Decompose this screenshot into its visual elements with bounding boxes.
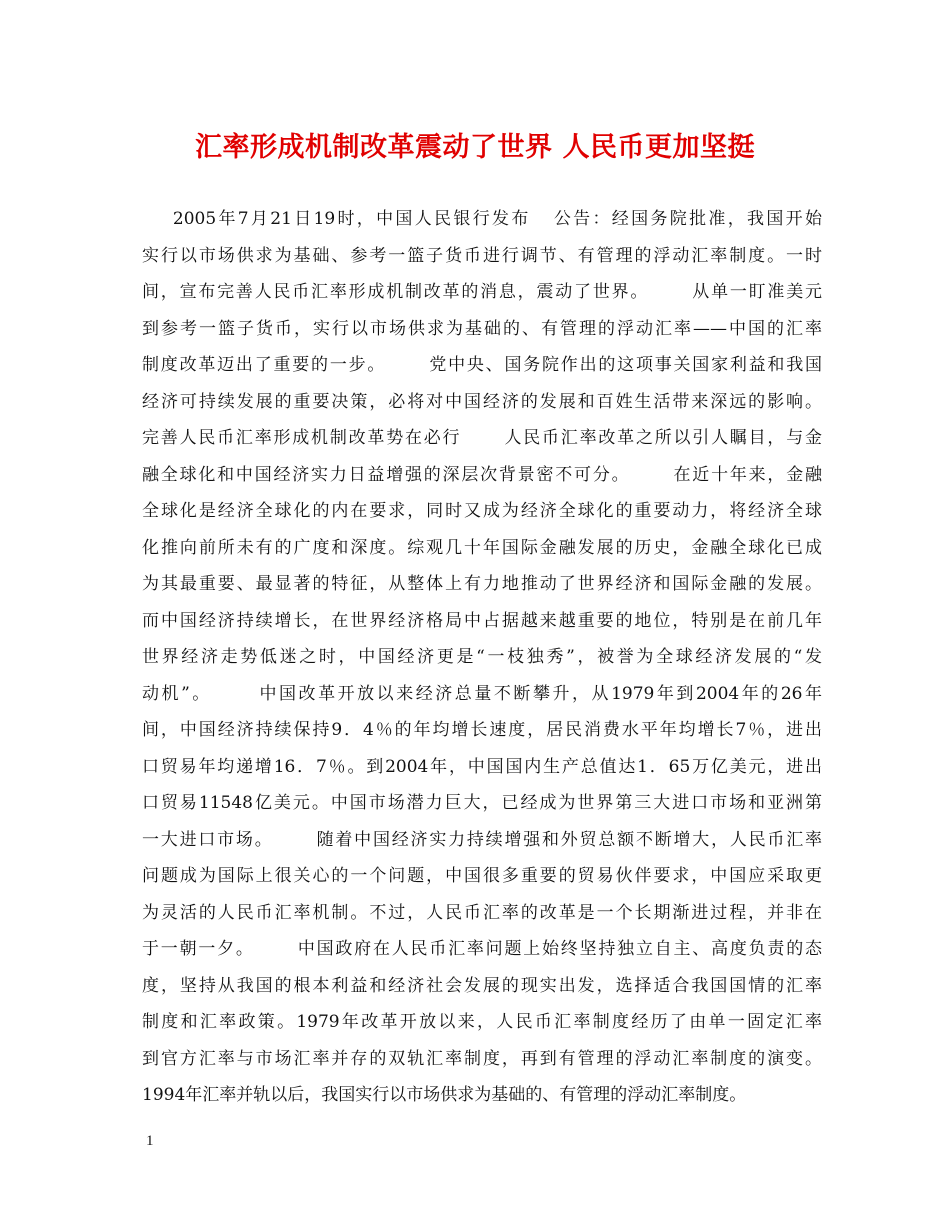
body-line: 全球化是经济全球化的内在要求，同时又成为经济全球化的重要动力，将经济全球 (142, 501, 822, 521)
body-line: 为灵活的人民币汇率机制。不过，人民币汇率的改革是一个长期渐进过程，并非在 (142, 902, 822, 923)
body-line: 口贸易11548亿美元。中国市场潜力巨大，已经成为世界第三大进口市场和亚洲第 (142, 793, 822, 813)
body-line: 口贸易年均递增16．7％。到2004年，中国国内生产总值达1．65万亿美元，进出 (142, 756, 822, 777)
body-line: 而中国经济持续增长，在世界经济格局中占据越来越重要的地位，特别是在前几年 (142, 610, 822, 631)
body-line: 完善人民币汇率形成机制改革势在必行 人民币汇率改革之所以引人瞩目，与金 (142, 428, 822, 448)
body-line: 实行以市场供求为基础、参考一篮子货币进行调节、有管理的浮动汇率制度。一时 (142, 245, 822, 266)
document-title: 汇率形成机制改革震动了世界 人民币更加坚挺 (195, 132, 755, 163)
body-line: 1994年汇率并轨以后，我国实行以市场供求为基础的、有管理的浮动汇率制度。 (142, 1085, 747, 1105)
body-line: 间，宣布完善人民币汇率形成机制改革的消息，震动了世界。 从单一盯准美元 (142, 282, 822, 302)
body-line: 到参考一篮子货币，实行以市场供求为基础的、有管理的浮动汇率——中国的汇率 (142, 318, 822, 339)
body-line: 制度和汇率政策。1979年改革开放以来，人民币汇率制度经历了由单一固定汇率 (142, 1012, 822, 1032)
body-line: 2005年7月21日19时，中国人民银行发布 公告：经国务院批准，我国开始 (142, 209, 822, 229)
body-line: 间，中国经济持续保持9．4％的年均增长速度，居民消费水平年均增长7％，进出 (142, 720, 822, 740)
body-line: 化推向前所未有的广度和深度。综观几十年国际金融发展的历史，金融全球化已成 (142, 537, 822, 558)
body-line: 融全球化和中国经济实力日益增强的深层次背景密不可分。 在近十年来，金融 (142, 464, 822, 485)
body-line: 到官方汇率与市场汇率并存的双轨汇率制度，再到有管理的浮动汇率制度的演变。 (142, 1048, 822, 1069)
body-line: 世界经济走势低迷之时，中国经济更是“一枝独秀”，被誉为全球经济发展的“发 (142, 647, 822, 667)
body-line: 问题成为国际上很关心的一个问题，中国很多重要的贸易伙伴要求，中国应采取更 (142, 866, 822, 886)
document-body (142, 201, 822, 1114)
body-line: 度，坚持从我国的根本利益和经济社会发展的现实出发，选择适合我国国情的汇率 (142, 975, 822, 996)
body-line: 一大进口市场。 随着中国经济实力持续增强和外贸总额不断增大，人民币汇率 (142, 829, 822, 850)
body-line: 于一朝一夕。 中国政府在人民币汇率问题上始终坚持独立自主、高度负责的态 (142, 939, 822, 959)
page-number: 1 (146, 1133, 154, 1149)
body-line: 为其最重要、最显著的特征，从整体上有力地推动了世界经济和国际金融的发展。 (142, 574, 822, 594)
body-line: 动机”。 中国改革开放以来经济总量不断攀升，从1979年到2004年的26年 (142, 683, 822, 704)
body-line: 经济可持续发展的重要决策，必将对中国经济的发展和百姓生活带来深远的影响。 (142, 391, 822, 412)
body-line: 制度改革迈出了重要的一步。 党中央、国务院作出的这项事关国家利益和我国 (142, 355, 822, 375)
